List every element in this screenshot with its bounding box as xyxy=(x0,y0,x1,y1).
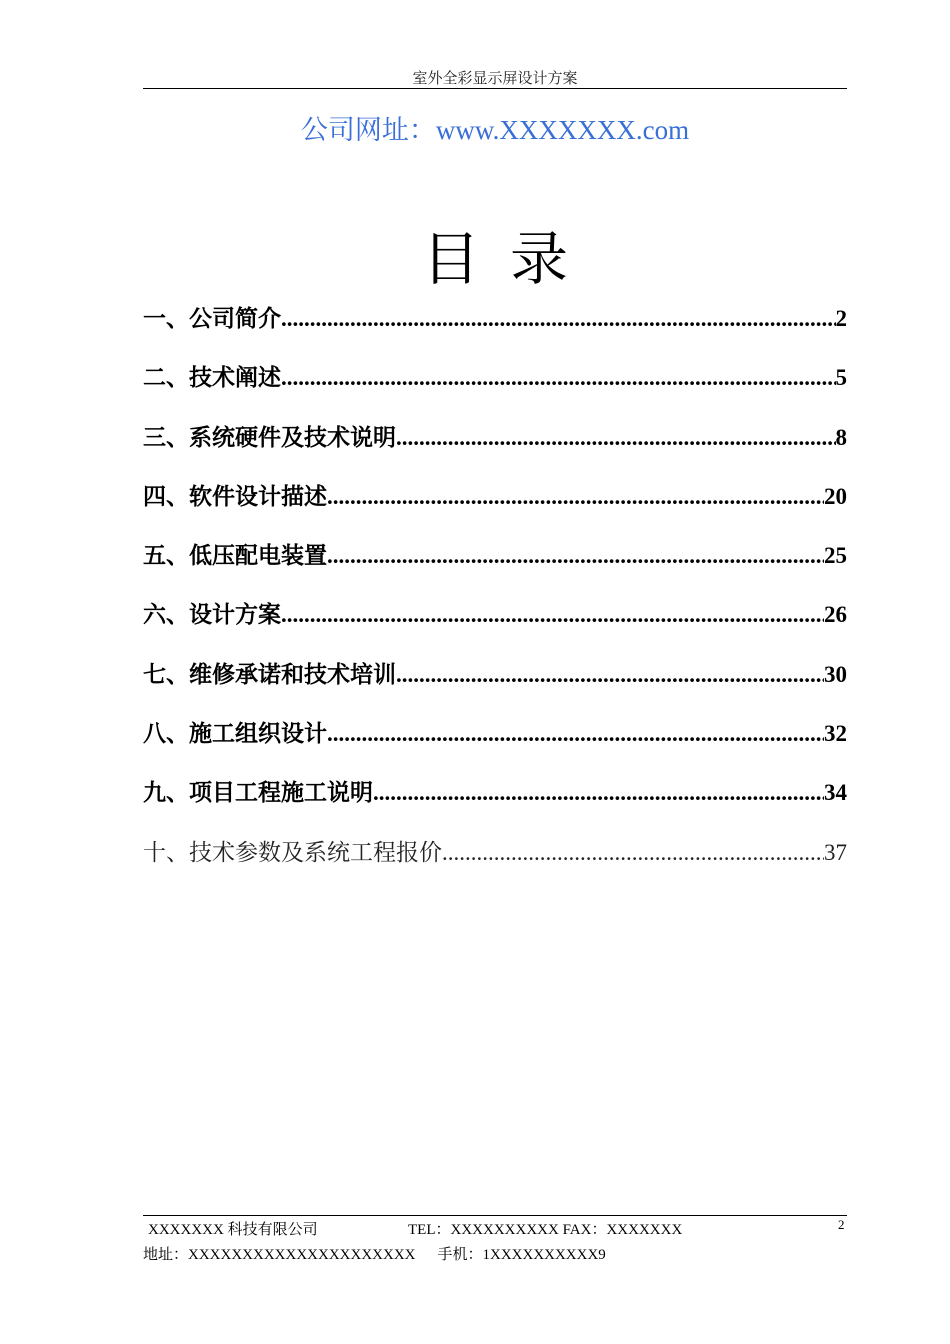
dot-leader xyxy=(327,484,824,510)
dot-leader xyxy=(396,662,824,688)
toc-entry-page: 5 xyxy=(835,365,847,391)
footer-rule xyxy=(143,1215,847,1216)
footer-address: 地址：XXXXXXXXXXXXXXXXXXXXX xyxy=(143,1247,416,1263)
toc-entry-page: 2 xyxy=(835,306,847,331)
footer-mobile: 手机：1XXXXXXXXXX9 xyxy=(437,1247,606,1263)
dot-leader xyxy=(281,602,824,628)
header-rule xyxy=(143,88,847,89)
toc-entry-label: 七、维修承诺和技术培训 xyxy=(143,661,396,688)
footer-tel-fax: TEL：XXXXXXXXXX FAX：XXXXXXX xyxy=(408,1222,683,1238)
toc-entry xyxy=(143,478,847,537)
dot-leader xyxy=(396,425,836,451)
toc-entry xyxy=(143,834,847,893)
footer-company: XXXXXXX 科技有限公司 xyxy=(148,1222,318,1238)
running-header: 室外全彩显示屏设计方案 xyxy=(412,69,578,87)
page-number: 2 xyxy=(838,1217,845,1232)
toc-entry-label: 八、施工组织设计 xyxy=(143,721,327,748)
toc-entry-label: 五、低压配电装置 xyxy=(143,543,327,570)
toc-entry xyxy=(143,656,847,715)
toc-entry xyxy=(143,596,847,655)
toc-entry-label: 九、项目工程施工说明 xyxy=(143,780,373,807)
toc-entry-label: 一、公司简介 xyxy=(143,306,281,332)
toc-entry-label: 三、系统硬件及技术说明 xyxy=(143,424,396,451)
footer-contact-line xyxy=(148,1218,683,1239)
toc-entry-page: 32 xyxy=(824,721,847,747)
dot-leader xyxy=(327,721,824,747)
toc-entry-page: 8 xyxy=(835,424,847,450)
dot-leader xyxy=(281,306,836,332)
dot-leader xyxy=(373,780,824,806)
toc-entry-label: 四、软件设计描述 xyxy=(143,483,327,510)
toc-entry-page: 37 xyxy=(824,839,847,865)
dot-leader xyxy=(442,840,824,866)
toc-entry-page: 26 xyxy=(824,602,847,628)
toc-entry-page: 34 xyxy=(824,780,847,806)
company-website: 公司网址：www.XXXXXXX.com xyxy=(300,115,690,145)
dot-leader xyxy=(327,543,824,569)
toc-entry-label: 二、技术阐述 xyxy=(143,365,281,392)
toc-entry xyxy=(143,774,847,833)
toc-entry-page: 20 xyxy=(824,483,847,509)
toc-entry-label: 六、设计方案 xyxy=(143,602,281,629)
toc-entry-label: 十、技术参数及系统工程报价 xyxy=(143,839,442,866)
toc-entry xyxy=(143,715,847,774)
toc-entry xyxy=(143,359,847,418)
toc-entry-page: 25 xyxy=(824,543,847,569)
toc-entry-page: 30 xyxy=(824,661,847,687)
toc-entry xyxy=(143,419,847,478)
toc-entry xyxy=(143,537,847,596)
footer-address-line xyxy=(143,1243,606,1264)
dot-leader xyxy=(281,365,836,391)
table-of-contents xyxy=(143,300,847,893)
toc-title: 目录 xyxy=(421,225,598,293)
toc-entry xyxy=(143,300,847,359)
